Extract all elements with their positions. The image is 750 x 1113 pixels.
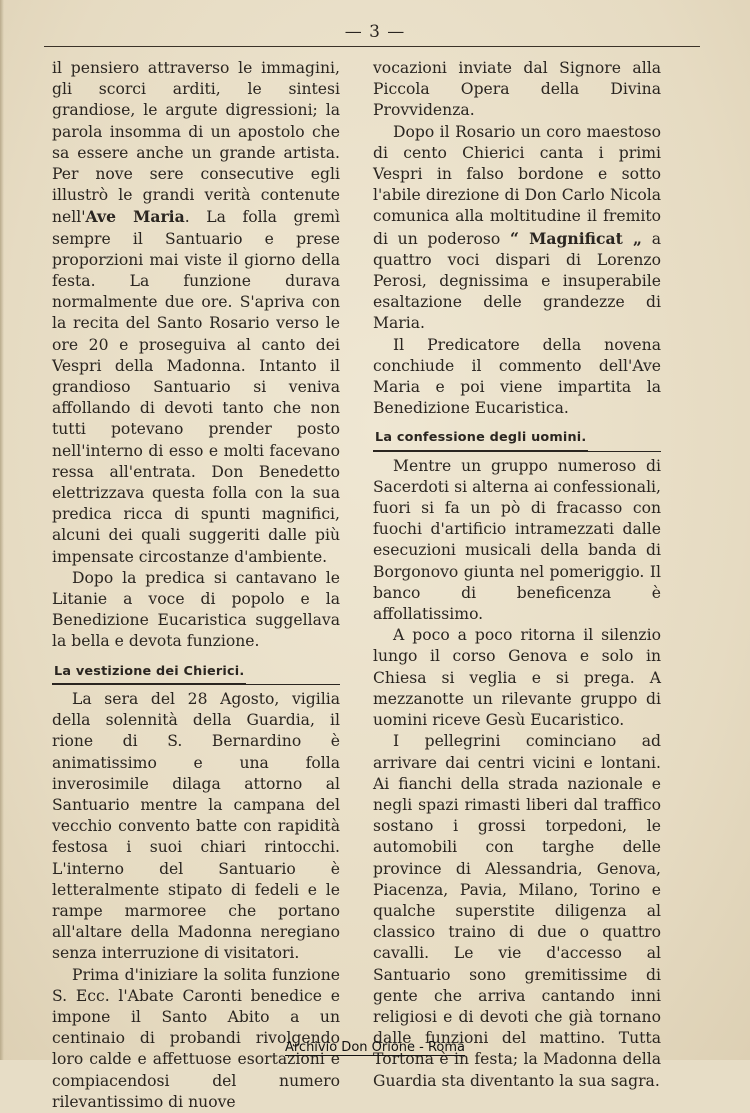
emphasis-text: “ Magnificat „ (510, 228, 642, 248)
emphasis-text: Ave Maria (85, 207, 185, 227)
paragraph: Dopo la predica si cantavano le Litanie a voce di popolo e la Benedizione Eucaristica suggellava la bella e devota funzione. (52, 568, 340, 651)
paragraph-text: Dopo il Rosario un coro maestoso di cento Chierici canta i primi Vespri in falso bordone e sotto l'abile direzione di Don Carlo Nicola comunica alla moltitudine il fremito di un poderoso (373, 122, 661, 248)
paragraph-text: a quattro voci dispari di Lorenzo Perosi, degnissima e insuperabile esaltazione delle grandezze di Maria. (373, 229, 661, 333)
paragraph: Prima d'iniziare la solita funzione S. Ecc. l'Abate Caronti benedice e impone il Santo Abito a un centinaio di probandi rivolgendo loro calde e affettuose esortazioni e compiacendosi del numero rilevantissimo di nuove (52, 965, 340, 1111)
paragraph: Il Predicatore della novena conchiude il commento dell'Ave Maria e poi viene impartita la Benedizione Eucaristica. (373, 335, 661, 418)
section-heading: La vestizione dei Chierici. (52, 661, 246, 684)
section-heading-block (52, 657, 340, 685)
watermark-text: Archivio Don Orione - Roma (284, 1040, 466, 1055)
paragraph: I pellegrini cominciano ad arrivare dai centri vicini e lontani. Ai fianchi della strada nazionale e negli spazi rimasti liberi dal traffico sostano i grossi torpedoni, le automobili con targhe delle province di Alessandria, Genova, Piacenza, Pavia, Milano, Torino e qualche superstite diligenza al classico traino di due o quattro cavalli. Le vie d'accesso al Santuario sono gremitissime di gente che arriva cantando inni religiosi e di devoti che già tornano dalle funzioni del mattino. Tutta Tortona è in festa; la Madonna della Guardia sta diventanto la sua sagra. (373, 732, 661, 1090)
archive-watermark (0, 1040, 750, 1055)
paragraph: A poco a poco ritorna il silenzio lungo il corso Genova e solo in Chiesa si veglia e si prega. A mezzanotte un rilevante gruppo di uomini riceve Gesù Eucaristico. (373, 626, 661, 730)
paragraph (373, 122, 661, 335)
page-number: — 3 — (344, 22, 406, 42)
header-rule (44, 46, 700, 47)
paragraph-text: . La folla gremì sempre il Santuario e prese proporzioni mai viste il giorno della festa. La funzione durava normalmente due ore. S'apriva con la recita del Santo Rosario verso le ore 20 e proseguiva al canto dei Vespri della Madonna. Intanto il grandioso Santuario si veniva affollando di devoti tanto che non tutti potevano prender posto nell'interno di esso e molti facevano ressa all'entrata. Don Benedetto elettrizzava questa folla con la sua predica ricca di spunti magnifici, alcuni dei quali suggeriti dalle più impensate circostanze d'ambiente. (52, 208, 340, 566)
heading-rule (52, 684, 340, 685)
right-column (373, 58, 661, 1092)
paragraph: vocazioni inviate dal Signore alla Piccola Opera della Divina Provvidenza. (373, 59, 661, 120)
section-heading-block (373, 423, 661, 451)
paragraph-text: il pensiero attraverso le immagini, gli scorci arditi, le sintesi grandiose, le argute digressioni; la parola insomma di un apostolo che sa essere anche un grande artista. Per nove sere consecutive egli illustrò le grandi verità contenute nell' (52, 59, 340, 227)
section-heading: La confessione degli uomini. (373, 427, 588, 450)
left-column (52, 58, 340, 1113)
paragraph: Mentre un gruppo numeroso di Sacerdoti si alterna ai confessionali, fuori si fa un pò di fracasso con fuochi d'artificio intramezzati dalle esecuzioni musicali della banda di Borgonovo giunta nel pomeriggio. Il banco di beneficenza è affollatissimo. (373, 456, 661, 624)
paragraph: La sera del 28 Agosto, vigilia della solennità della Guardia, il rione di S. Bernardino è animatissimo e una folla inverosimile dilaga attorno al Santuario mentre la campana del vecchio convento batte con rapidità festosa i suoi chiari rintocchi. L'interno del Santuario è letteralmente stipato di fedeli e le rampe marmoree che portano all'altare della Madonna neregiano senza interruzione di visitatori. (52, 689, 340, 963)
paragraph (52, 58, 340, 568)
heading-rule (373, 451, 661, 452)
page-edge-shadow (0, 0, 4, 1060)
